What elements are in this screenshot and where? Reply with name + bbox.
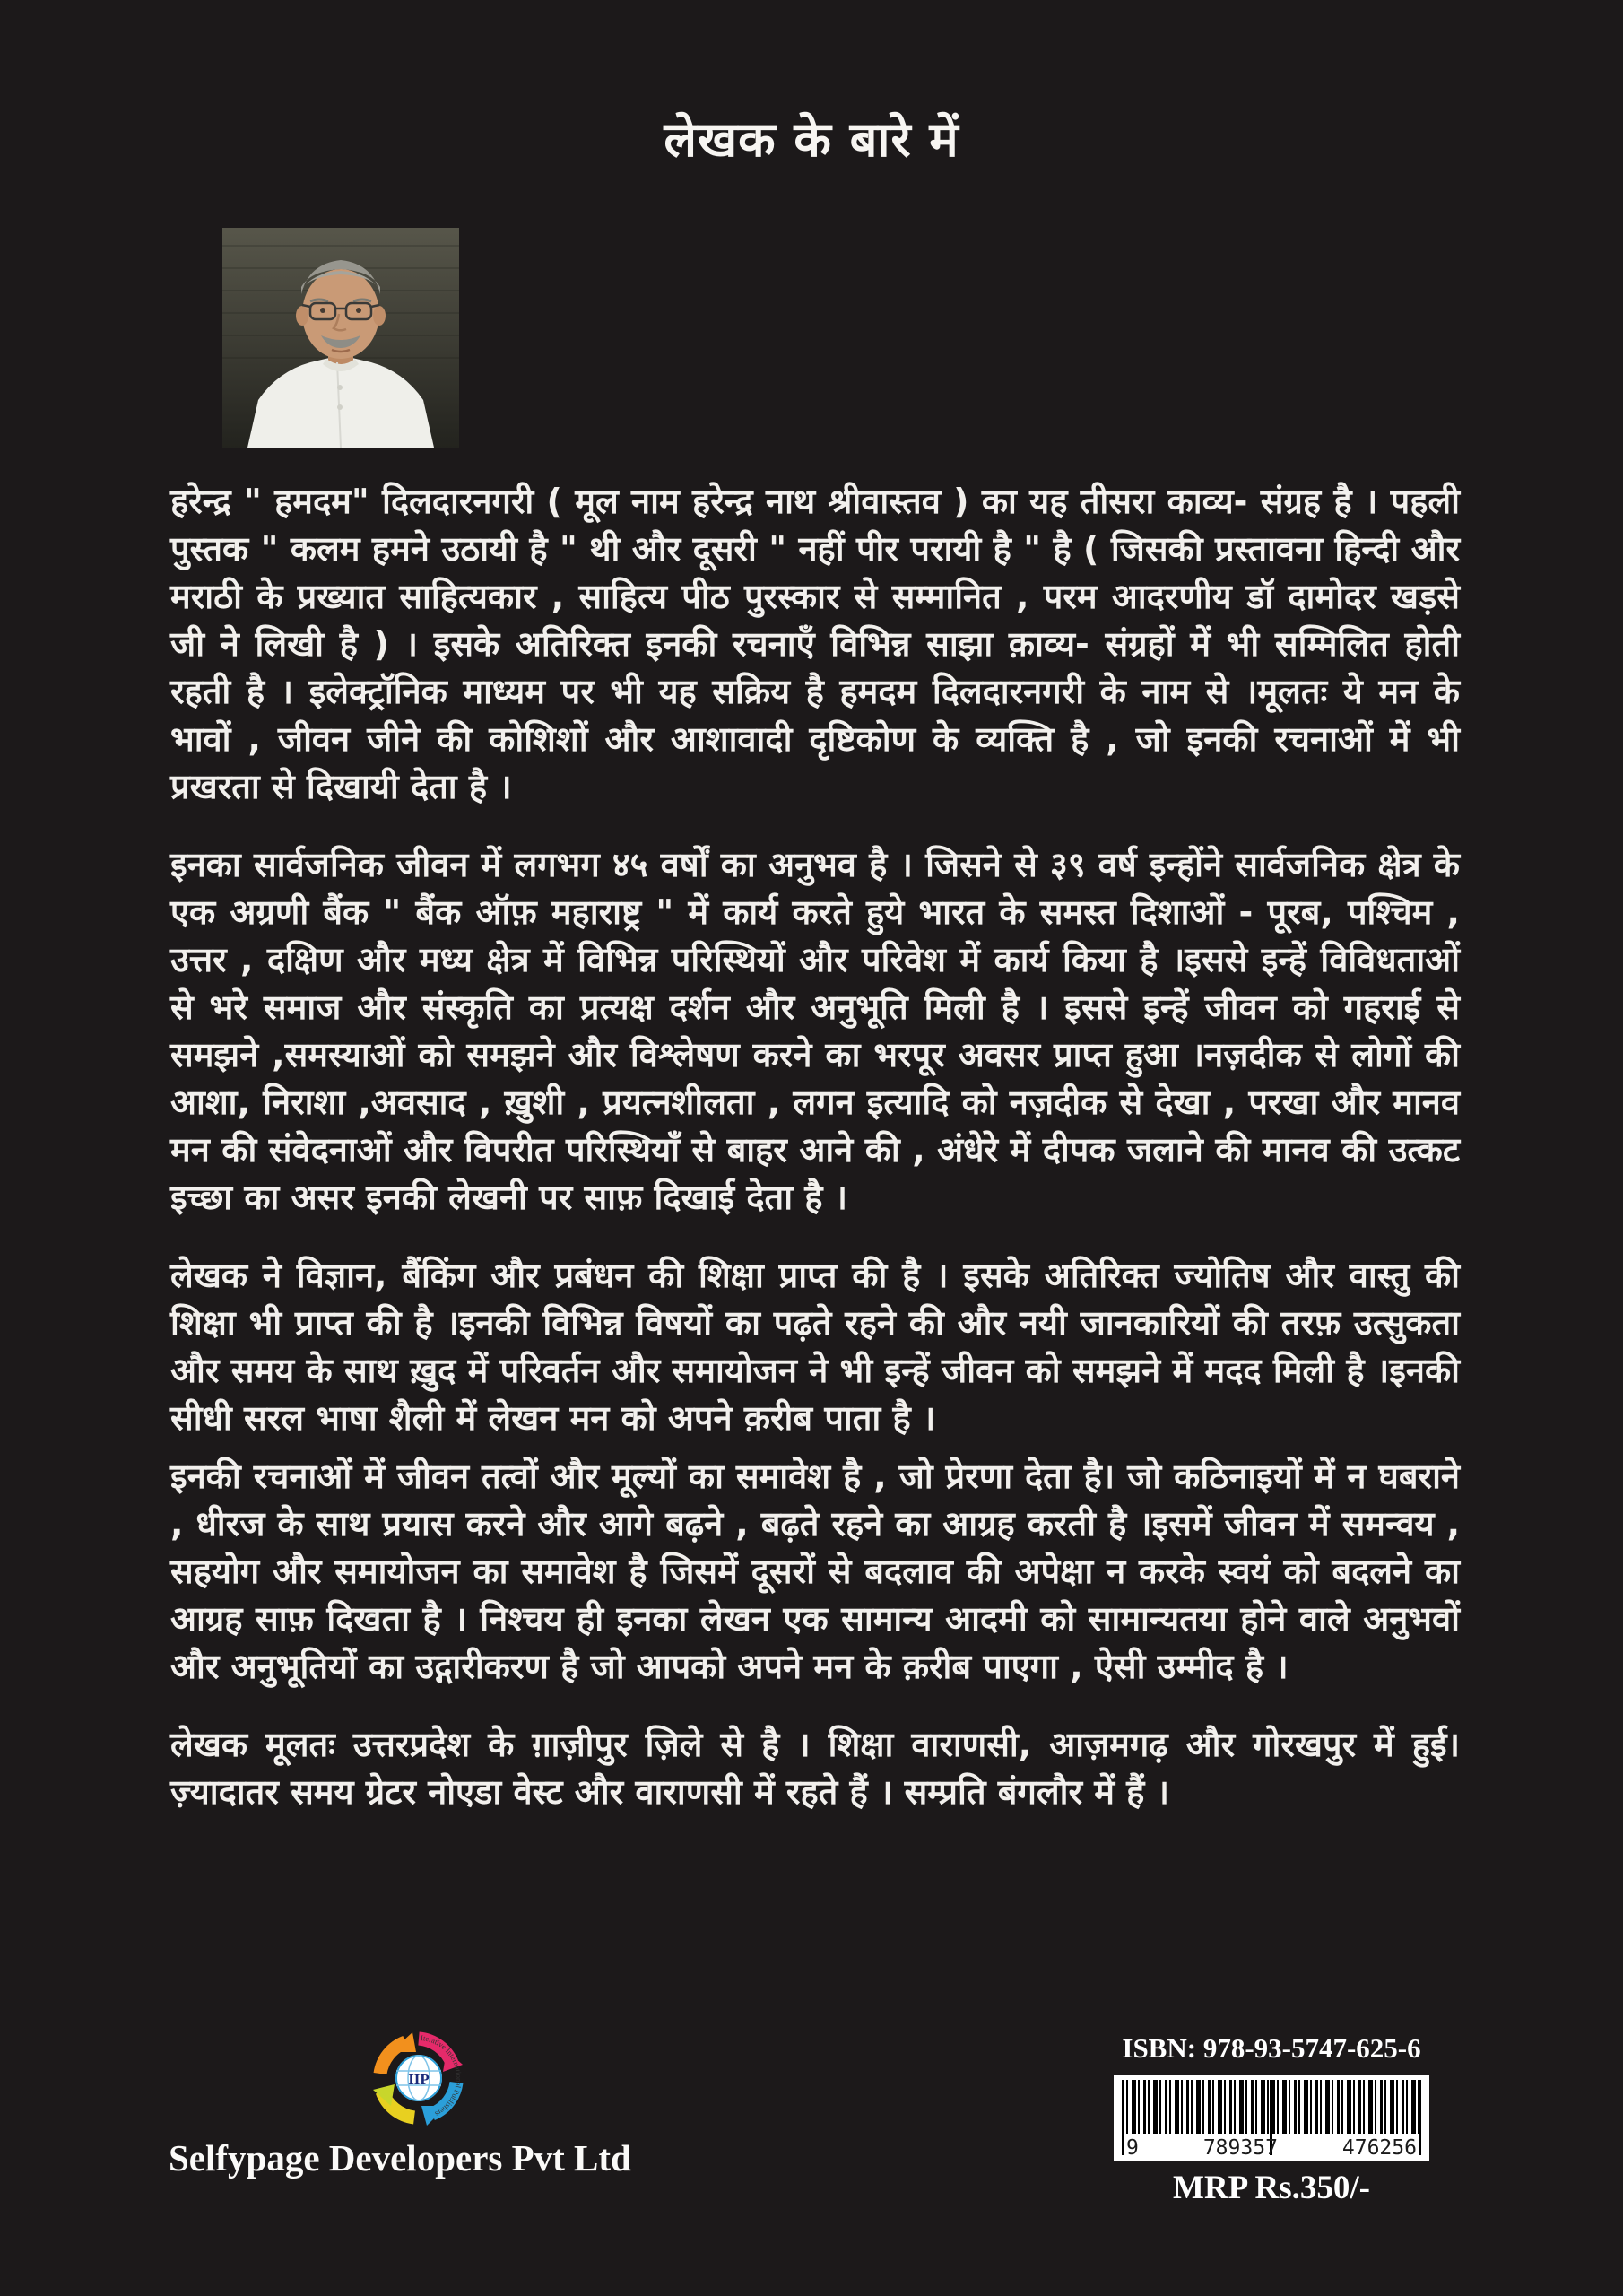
isbn-label: ISBN: 978-93-5747-625-6 bbox=[1122, 2032, 1421, 2064]
about-author-text bbox=[170, 478, 1460, 1816]
publisher-logo bbox=[369, 2029, 468, 2129]
about-paragraph-3: लेखक ने विज्ञान, बैंकिंग और प्रबंधन की शिक्षा प्राप्त की है । इसके अतिरिक्त ज्योतिष और वास्तु की शिक्षा भी प्राप्त की है ।इनकी विभिन्न विषयों का पढ़ते रहने की और नयी जानकारियों की तरफ़ उत्सुकता और समय के साथ ख़ुद में परिवर्तन और समायोजन ने भी इन्हें जीवन को समझने में मदद मिली है ।इनकी सीधी सरल भाषा शैली में लेखन मन को अपने क़रीब पाता है । bbox=[170, 1256, 1460, 1438]
barcode-digit-group: 476256 bbox=[1341, 2136, 1417, 2160]
price-label: MRP Rs.350/- bbox=[1173, 2170, 1370, 2206]
author-photo bbox=[222, 228, 459, 448]
isbn-barcode bbox=[1114, 2075, 1429, 2161]
barcode-digits bbox=[1126, 2136, 1417, 2160]
barcode-digit-group: 789357 bbox=[1202, 2136, 1278, 2160]
barcode-digit-group: 9 bbox=[1126, 2136, 1139, 2160]
barcode-guard-bar bbox=[1122, 2080, 1124, 2155]
iip-logo-icon bbox=[369, 2029, 468, 2129]
publisher-name: Selfypage Developers Pvt Ltd bbox=[169, 2137, 631, 2179]
page-title: लेखक के बारे में bbox=[664, 111, 959, 168]
barcode-guard-bar bbox=[1419, 2080, 1421, 2155]
about-paragraph-4: इनकी रचनाओं में जीवन तत्वों और मूल्यों का समावेश है , जो प्रेरणा देता है। जो कठिनाइयों में न घबराने , धीरज के साथ प्रयास करने और आगे बढ़ने , बढ़ते रहने का आग्रह करती है ।इसमें जीवन में समन्वय , सहयोग और समायोजन का समावेश है जिसमें दूसरों से बदलाव की अपेक्षा न करके स्वयं को बदलने का आग्रह साफ़ दिखता है । निश्चय ही इनका लेखन एक सामान्य आदमी को सामान्यतया होने वाले अनुभवों और अनुभूतियों का उद्गारीकरण है जो आपको अपने मन के क़रीब पाएगा , ऐसी उम्मीद है । bbox=[170, 1457, 1460, 1686]
about-paragraph-1: हरेन्द्र " हमदम" दिलदारनगरी ( मूल नाम हरेन्द्र नाथ श्रीवास्तव ) का यह तीसरा काव्य- संग्रह है । पहली पुस्तक " कलम हमने उठायी है " थी और दूसरी " नहीं पीर परायी है " है ( जिसकी प्रस्तावना हिन्दी और मराठी के प्रख्यात साहित्यकार , साहित्य पीठ पुरस्कार से सम्मानित , परम आदरणीय डॉ दामोदर खड़से जी ने लिखी है ) । इसके अतिरिक्त इनकी रचनाएँ विभिन्न साझा क़ाव्य- संग्रहों में भी सम्मिलित होती रहती है । इलेक्ट्रॉनिक माध्यम पर भी यह सक्रिय है हमदम दिलदारनगरी के नाम से ।मूलतः ये मन के भावों , जीवन जीने की कोशिशों और आशावादी दृष्टिकोण के व्यक्ति है , जो इनकी रचनाओं में भी प्रखरता से दिखायी देता है । bbox=[170, 482, 1460, 806]
about-paragraph-2: इनका सार्वजनिक जीवन में लगभग ४५ वर्षों का अनुभव है । जिसने से ३९ वर्ष इन्होंने सार्वजनिक क्षेत्र के एक अग्रणी बैंक " बैंक ऑफ़ महाराष्ट्र " में कार्य करते हुये भारत के समस्त दिशाओं - पूरब, पश्चिम , उत्तर , दक्षिण और मध्य क्षेत्र में विभिन्न परिस्थियों और परिवेश में कार्य किया है ।इससे इन्हें विविधताओं से भरे समाज और संस्कृति का प्रत्यक्ष दर्शन और अनुभूति मिली है । इससे इन्हें जीवन को गहराई से समझने ,समस्याओं को समझने और विश्लेषण करने का भरपूर अवसर प्राप्त हुआ ।नज़दीक से लोगों की आशा, निराशा ,अवसाद , ख़ुशी , प्रयत्नशीलता , लगन इत्यादि को नज़दीक से देखा , परखा और मानव मन की संवेदनाओं और विपरीत परिस्थियाँ से बाहर आने की , अंधेरे में दीपक जलाने की मानव की उत्कट इच्छा का असर इनकी लेखनी पर साफ़ दिखाई देता है । bbox=[170, 845, 1460, 1217]
about-paragraph-5: लेखक मूलतः उत्तरप्रदेश के ग़ाज़ीपुर ज़िले से है । शिक्षा वाराणसी, आज़मगढ़ और गोरखपुर में हुई। ज़्यादातर समय ग्रेटर नोएडा वेस्ट और वाराणसी में रहते हैं । सम्प्रति बंगलौर में हैं । bbox=[170, 1725, 1460, 1812]
logo-monogram: IIP bbox=[408, 2071, 430, 2088]
author-portrait-illustration bbox=[222, 228, 459, 448]
logo-ring-text: Iterative International Publishers bbox=[420, 2033, 464, 2119]
